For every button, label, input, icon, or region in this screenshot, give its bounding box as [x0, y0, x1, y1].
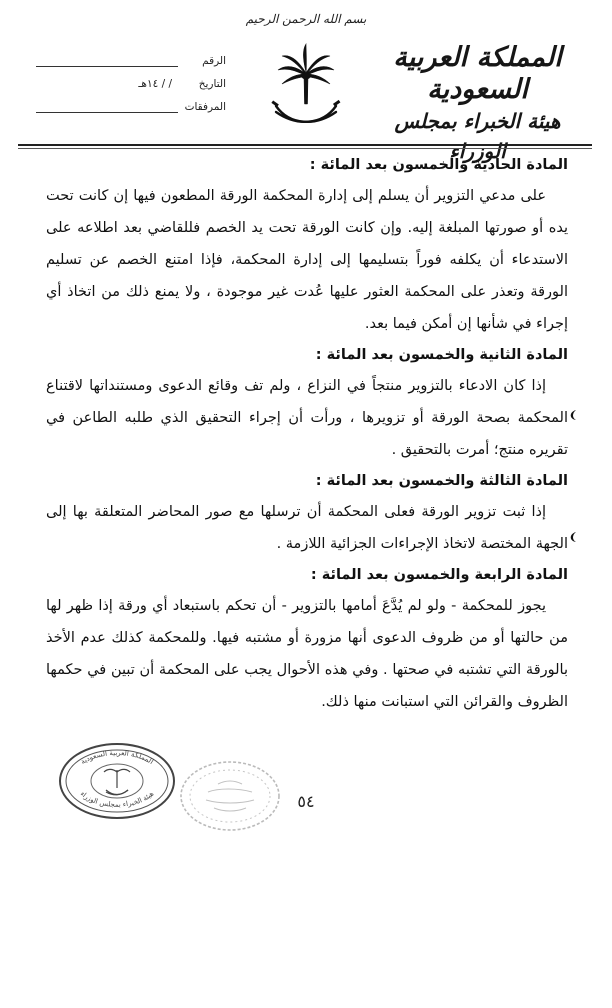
attachments-label: المرفقات	[184, 101, 226, 113]
document-body	[46, 150, 568, 718]
page-number: ٥٤	[297, 792, 315, 811]
number-label: الرقم	[202, 55, 226, 67]
margin-mark-icon	[566, 408, 580, 422]
margin-mark-icon	[566, 530, 580, 544]
authority-name: هيئة الخبراء بمجلس الوزراء	[394, 109, 561, 163]
seal-bottom-text: هيئة الخبراء بمجلس الوزراء	[78, 789, 156, 809]
attachments-line	[36, 102, 178, 113]
reference-fields	[36, 44, 226, 113]
article-151-title: المادة الحادية والخمسون بعد المائة :	[309, 157, 568, 173]
svg-text:هيئة الخبراء بمجلس الوزراء	[79, 790, 156, 809]
svg-text:المملكة العربية السعودية	[79, 749, 154, 766]
seal-top-text: المملكة العربية السعودية	[79, 748, 155, 766]
number-line	[36, 56, 178, 67]
basmala: بسم الله الرحمن الرحيم	[245, 12, 367, 26]
article-152-text: إذا كان الادعاء بالتزوير منتجاً في النزاع ، ولم تف وقائع الدعوى ومستنداتها لاقتناع المحكمة بصحة الورقة أو تزويرها ، ورأت أن إجراء التحقيق الذي طلبه الطاعن في تقريره منتج؛ أمرت بالتحقيق .	[46, 378, 568, 458]
article-154-text: يجوز للمحكمة - ولو لم يُدَّعَ أمامها بالتزوير - أن تحكم باستبعاد أي ورقة إذا ظهر لها من حالتها أو من ظروف الدعوى أنها مزورة أو مشتبه فيها. وللمحكمة كذلك عدم الأخذ بالورقة التي تشتبه في صحتها . وفي هذه الأحوال يجب على المحكمة أن تبين في حكمها الظروف والقرائن التي استبانت منها ذلك.	[46, 598, 568, 710]
date-row	[36, 67, 226, 90]
header-rule-thin	[18, 148, 592, 149]
article-151-text: على مدعي التزوير أن يسلم إلى إدارة المحكمة الورقة المطعون فيها إن كانت تحت يده أو صورتها المبلغة إليه. وإن كانت الورقة تحت يد الخصم فللقاضي بعد اطلاعه على الاستدعاء أن يكلفه فوراً بتسليمها إلى إدارة المحكمة، فإذا امتنع الخصم عن تسليم الورقة وتعذر على المحكمة العثور عليها عُدت غير موجودة ، ولا يمنع ذلك من اتخاذ أي إجراء في شأنها إن أمكن فيما بعد.	[46, 188, 568, 332]
article-154-title: المادة الرابعة والخمسون بعد المائة :	[310, 567, 568, 583]
attachments-row	[36, 90, 226, 113]
article-152-title: المادة الثانية والخمسون بعد المائة :	[315, 347, 568, 363]
header-rule	[18, 144, 592, 146]
faded-stamp-icon	[178, 758, 282, 834]
date-value: / / ١٤هـ	[138, 78, 172, 90]
number-row	[36, 44, 226, 67]
kingdom-name: المملكة العربية السعودية	[393, 42, 562, 105]
article-153-text: إذا ثبت تزوير الورقة فعلى المحكمة أن ترسلها مع صور المحاضر المتعلقة بها إلى الجهة المختصة لاتخاذ الإجراءات الجزائية اللازمة .	[46, 504, 568, 552]
saudi-emblem-icon	[268, 40, 344, 132]
official-seal-icon	[58, 742, 176, 820]
date-label: التاريخ	[198, 78, 226, 90]
article-153-title: المادة الثالثة والخمسون بعد المائة :	[315, 473, 568, 489]
